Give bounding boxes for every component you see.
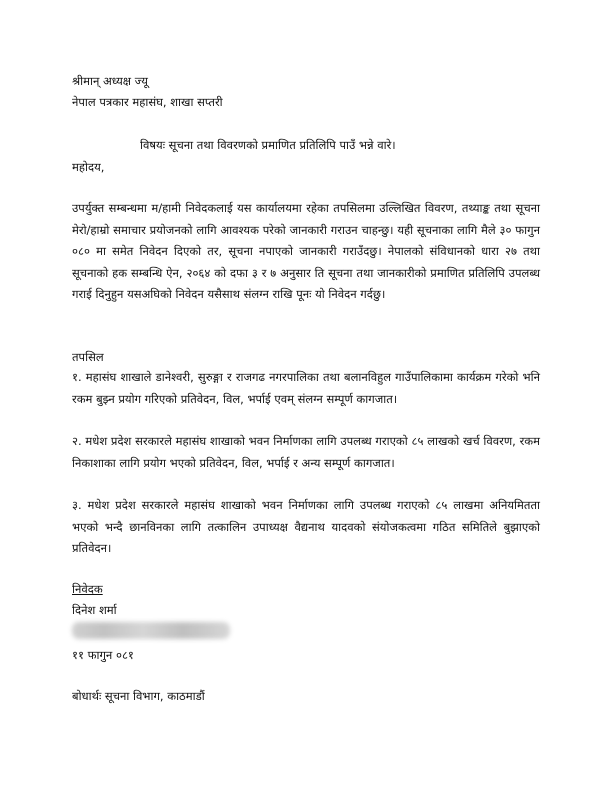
detail-item-2: २. मधेश प्रदेश सरकारले महासंघ शाखाको भवन निर्माणका लागि उपलब्ध गराएको ८५ लाखको खर्च विवरण, रकम निकाशाका लागि प्रयोग भएको प्रतिवेदन, विल, भर्पाई र अन्य सम्पूर्ण कागजात। <box>72 434 540 470</box>
letter-subject: विषयः सूचना तथा विवरणको प्रमाणित प्रतिलिपि पाउँ भन्ने वारे। <box>140 138 396 152</box>
detail-item-1: १. महासंघ शाखाले डानेश्वरी, सुरुङ्गा र राजगढ नगरपालिका तथा बलानविहुल गाउँपालिकामा कार्यक्रम गरेको भनि रकम बुझ्न प्रयोग गरिएको प्रतिवेदन, विल, भर्पाई एवम् संलग्न सम्पूर्ण कागजात। <box>72 370 540 406</box>
addressee-organization: नेपाल पत्रकार महासंघ, शाखा सप्तरी <box>72 95 223 109</box>
signer-name: दिनेश शर्मा <box>72 603 117 617</box>
signature-label: निवेदक <box>72 582 103 596</box>
detail-item-3: ३. मधेश प्रदेश सरकारले महासंघ शाखाको भवन निर्माणका लागि उपलब्ध गराएको ८५ लाखमा अनियमितता भएको भन्दै छानविनका लागि तत्कालिन उपाध्यक्ष वैद्यनाथ यादवको संयोजकत्वमा गठित समितिले बुझाएको प्रतिवेदन। <box>72 498 540 555</box>
signature-date: ११ फागुन ०८१ <box>72 648 134 662</box>
redacted-contact-info <box>72 622 230 639</box>
greeting: महोदय, <box>72 160 105 174</box>
copy-to-note: बोधार्थः सूचना विभाग, काठमाडौं <box>72 689 205 703</box>
addressee-title: श्रीमान् अध्यक्ष ज्यू <box>72 74 148 88</box>
details-heading: तपसिल <box>72 350 104 364</box>
body-paragraph: उपर्युक्त सम्बन्धमा म/हामी निवेदकलाई यस कार्यालयमा रहेका तपसिलमा उल्लिखित विवरण, तथ्याङ्क तथा सूचना मेरो/हाम्रो समाचार प्रयोजनको लागि आवश्यक परेको जानकारी गराउन चाहन्छु। यही सूचनाका लागि मैले ३० फागुन ०८० मा समेत निवेदन दिएको तर, सूचना नपाएको जानकारी गराउँदछु। नेपालको संविधानको धारा २७ तथा सूचनाको हक सम्बन्धि ऐन, २०६४ को दफा ३ र ७ अनुसार ति सूचना तथा जानकारीको प्रमाणित प्रतिलिपि उपलब्ध गराई दिनुहुन यसअघिको निवेदन यसैसाथ संलग्न राखि पूनः यो निवेदन गर्दछु। <box>72 201 540 301</box>
